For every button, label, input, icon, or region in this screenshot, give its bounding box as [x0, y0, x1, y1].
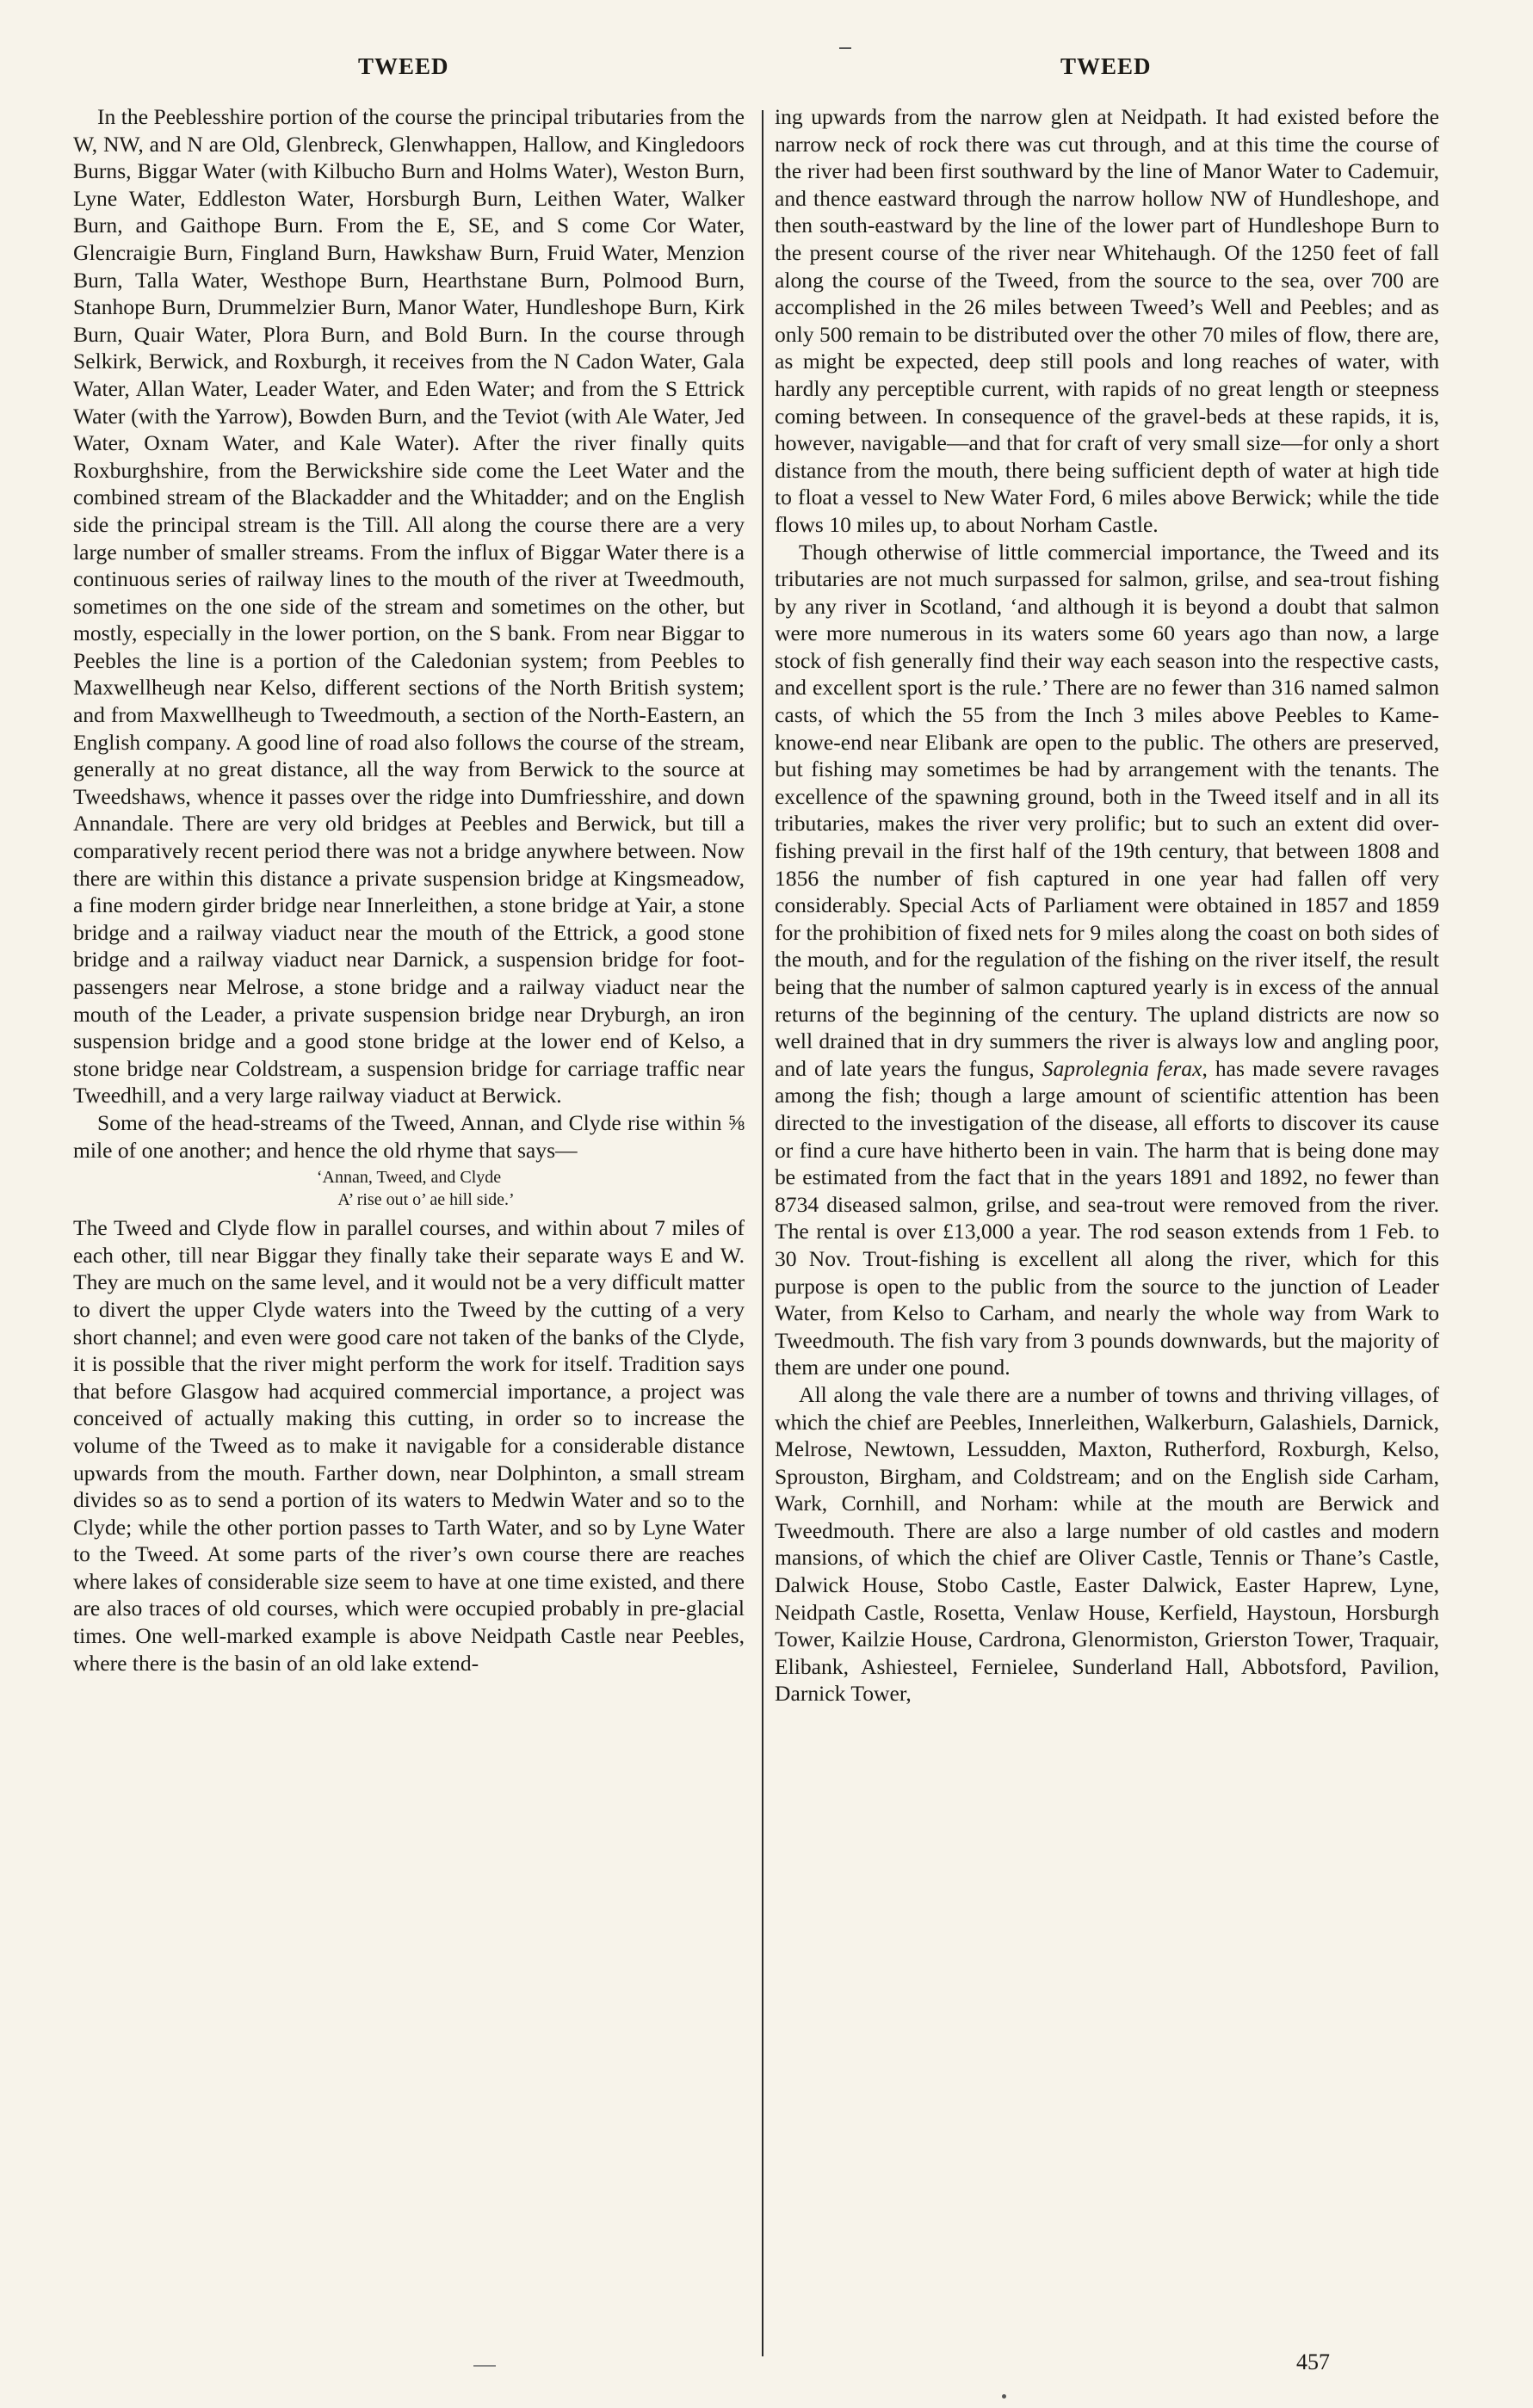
running-header-right: TWEED	[1060, 53, 1152, 79]
left-column	[73, 103, 745, 2332]
rhyme-line-2: A’ rise out o’ ae hill side.’	[337, 1190, 515, 1210]
top-dash-mark	[839, 47, 851, 49]
paragraph-fishing	[775, 539, 1439, 1381]
paragraph-neidpath: ing upwards from the narrow glen at Neidpath. It had existed before the narrow neck of rock there was cut through, and at this time the course of the river had been first southward by the line of Manor Water to Cademuir, and thence eastward through the narrow hollow NW of Hundleshope, and then south-eastward by the line of the lower part of Hundleshope Burn to the present course of the river near Whitehaugh. Of the 1250 feet of fall along the course of the Tweed, from the source to the sea, over 700 are accomplished in the 26 miles between Tweed’s Well and Peebles; and as only 500 remain to be distributed over the other 70 miles of flow, there are, as might be expected, deep still pools and long reaches of water, with hardly any perceptible current, with rapids of no great length or steepness coming between. In consequence of the gravel-beds at these rapids, it is, however, navigable—and that for craft of very small size—for only a short distance from the mouth, there being sufficient depth of water at high tide to float a vessel to New Water Ford, 6 miles above Berwick; while the tide flows 10 miles up, to about Norham Castle.	[775, 104, 1439, 537]
rhyme-verse	[73, 1166, 745, 1211]
running-header-left: TWEED	[358, 53, 449, 79]
fishing-text-part-2: , has made severe ravages among the fish; though a large amount of scientific attention has been directed to the investigation of the disease, all efforts to discover its cause or find a cure have hitherto been in vain. The harm that is being done may be estimated from the fact that in the years 1891 and 1892, no fewer than 8734 diseased salmon, grilse, and sea-trout were removed from the river. The rental is over £13,000 a year. The rod season extends from 1 Feb. to 30 Nov. Trout-fishing is excellent all along the river, which for this purpose is open to the public from the source to the junction of Leader Water, from Kelso to Carham, and nearly the whole way from Wark to Tweedmouth. The fish vary from 3 pounds downwards, but the majority of them are under one pound.	[775, 1055, 1439, 1380]
page-number: 457	[1296, 2349, 1330, 2374]
paragraph-tweed-clyde: The Tweed and Clyde flow in parallel courses, and within about 7 miles of each other, till near Biggar they finally take their separate ways E and W. They are much on the same level, and it would not be a very difficult matter to divert the upper Clyde waters into the Tweed by the cutting of a very short channel; and even were good care not taken of the banks of the Clyde, it is possible that the river might perform the work for itself. Tradition says that before Glasgow had acquired commercial importance, a project was conceived of actually making this cutting, in order so to increase the volume of the Tweed as to make it navigable for a considerable distance upwards from the mouth. Farther down, near Dolphinton, a small stream divides so as to send a portion of its waters to Medwin Water and so to the Clyde; while the other portion passes to Tarth Water, and so by Lyne Water to the Tweed. At some parts of the river’s own course there are reaches where lakes of considerable size seem to have at one time existed, and there are also traces of old courses, which were occupied probably in pre-glacial times. One well-marked example is above Neidpath Castle near Peebles, where there is the basin of an old lake extend-	[73, 1215, 745, 1676]
fungus-species-name: Saprolegnia ferax	[1042, 1055, 1202, 1081]
bottom-dot-mark	[1002, 2394, 1006, 2399]
rhyme-line-1: ‘Annan, Tweed, and Clyde	[316, 1168, 502, 1188]
paragraph-head-streams: Some of the head-streams of the Tweed, Annan, and Clyde rise within ⅝ mile of one another; and hence the old rhyme that says—	[73, 1109, 745, 1163]
running-headers	[0, 53, 1533, 88]
bottom-dash-mark	[473, 2365, 496, 2367]
right-column	[775, 103, 1439, 2332]
column-divider	[762, 110, 763, 2356]
fishing-text-part-1: Though otherwise of little commercial importance, the Tweed and its tributaries are not much surpassed for salmon, grilse, and sea-trout fishing by any river in Scotland, ‘and although it is beyond a doubt that salmon were more numerous in its waters some 60 years ago than now, a large stock of fish generally find their way each season into the respective casts, and excellent sport is the rule.’ There are no fewer than 316 named salmon casts, of which the 55 from the Inch 3 miles above Peebles to Kame-knowe-end near Elibank are open to the public. The others are preserved, but fishing may sometimes be had by arrangement with the tenants. The excellence of the spawning ground, both in the Tweed itself and in all its tributaries, makes the river very prolific; but to such an extent did over-fishing prevail in the first half of the 19th century, that between 1808 and 1856 the number of fish captured in one year had fallen off very considerably. Special Acts of Parliament were obtained in 1857 and 1859 for the prohibition of fixed nets for 9 miles along the coast on both sides of the mouth, and for the regulation of the fishing on the river itself, the result being that the number of salmon captured yearly is in excess of the annual returns of the beginning of the century. The upland districts are now so well drained that in dry summers the river is always low and angling poor, and of late years the fungus,	[775, 539, 1439, 1081]
paragraph-towns-castles: All along the vale there are a number of towns and thriving villages, of which the chief are Peebles, Innerleithen, Walkerburn, Galashiels, Darnick, Melrose, Newtown, Lessudden, Maxton, Rutherford, Roxburgh, Kelso, Sprouston, Birgham, and Coldstream; and on the English side Carham, Wark, Cornhill, and Norham: while at the mouth are Berwick and Tweedmouth. There are also a large number of old castles and modern mansions, of which the chief are Oliver Castle, Tennis or Thane’s Castle, Dalwick House, Stobo Castle, Easter Dalwick, Easter Haprew, Lyne, Neidpath Castle, Rosetta, Venlaw House, Kerfield, Haystoun, Horsburgh Tower, Kailzie House, Cardrona, Glenormiston, Grierston Tower, Traquair, Elibank, Ashiesteel, Fernielee, Sunderland Hall, Abbotsford, Pavilion, Darnick Tower,	[775, 1381, 1439, 1707]
paragraph-tributaries: In the Peeblesshire portion of the course the principal tributaries from the W, NW, and N are Old, Glenbreck, Glenwhappen, Hallow, and Kingledoors Burns, Biggar Water (with Kilbucho Burn and Holms Water), Weston Burn, Lyne Water, Eddleston Water, Horsburgh Burn, Leithen Water, Walker Burn, and Gaithope Burn. From the E, SE, and S come Cor Water, Glencraigie Burn, Fingland Burn, Hawkshaw Burn, Fruid Water, Menzion Burn, Talla Water, Westhope Burn, Hearthstane Burn, Polmood Burn, Stanhope Burn, Drummelzier Burn, Manor Water, Hundleshope Burn, Kirk Burn, Quair Water, Plora Burn, and Bold Burn. In the course through Selkirk, Berwick, and Roxburgh, it receives from the N Cadon Water, Gala Water, Allan Water, Leader Water, and Eden Water; and from the S Ettrick Water (with the Yarrow), Bowden Burn, and the Teviot (with Ale Water, Jed Water, Oxnam Water, and Kale Water). After the river finally quits Roxburghshire, from the Berwickshire side come the Leet Water and the combined stream of the Blackadder and the Whitadder; and on the English side the principal stream is the Till. All along the course there are a very large number of smaller streams. From the influx of Biggar Water there is a continuous series of railway lines to the mouth of the river at Tweedmouth, sometimes on the one side of the stream and sometimes on the other, but mostly, especially in the lower portion, on the S bank. From near Biggar to Peebles the line is a portion of the Caledonian system; from Peebles to Maxwellheugh near Kelso, different sections of the North British system; and from Maxwellheugh to Tweedmouth, a section of the North-Eastern, an English company. A good line of road also follows the course of the stream, generally at no great distance, all the way from Berwick to the source at Tweedshaws, whence it passes over the ridge into Dumfriesshire, and down Annandale. There are very old bridges at Peebles and Berwick, but till a comparatively recent period there was not a bridge anywhere between. Now there are within this distance a private suspension bridge at Kingsmeadow, a fine modern girder bridge near Innerleithen, a stone bridge at Yair, a stone bridge and a railway viaduct near the mouth of the Ettrick, a good stone bridge and a railway viaduct near Darnick, a suspension bridge for foot-passengers near Melrose, a stone bridge and a railway viaduct near the mouth of the Leader, a private suspension bridge near Dryburgh, an iron suspension bridge and a good stone bridge at the lower end of Kelso, a stone bridge near Coldstream, a suspension bridge for carriage traffic near Tweedhill, and a very large railway viaduct at Berwick.	[73, 104, 745, 1108]
